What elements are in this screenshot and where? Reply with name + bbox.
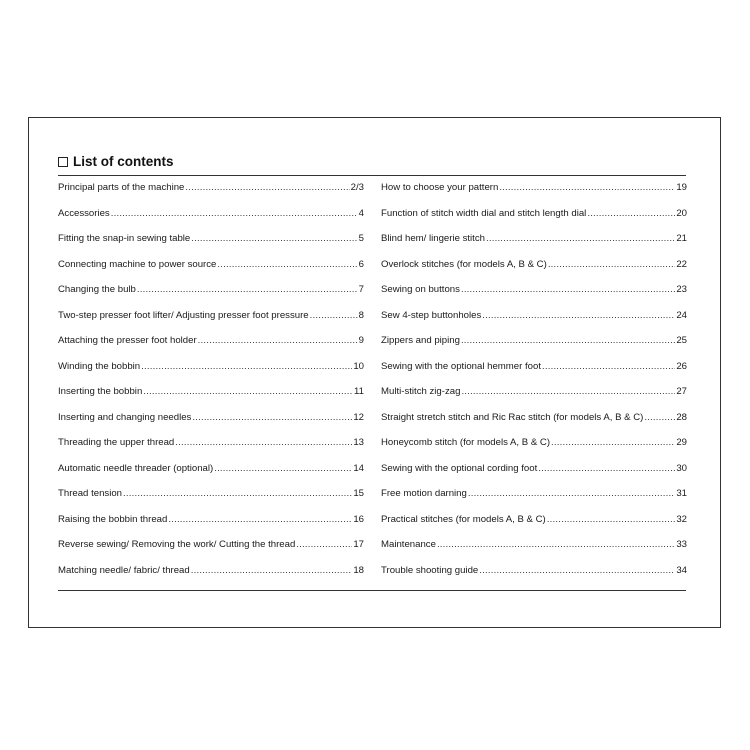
toc-entry-title: Function of stitch width dial and stitch length dial	[381, 207, 587, 219]
toc-entry-title: Thread tension	[58, 488, 122, 499]
toc-entry[interactable]	[381, 538, 687, 564]
toc-leader-dots	[542, 360, 675, 373]
toc-entry[interactable]	[58, 232, 364, 258]
checkbox-icon	[58, 157, 68, 167]
toc-entry[interactable]	[381, 207, 687, 233]
toc-entry[interactable]	[58, 181, 364, 207]
contents-column-left	[58, 181, 364, 589]
toc-entry-page: 30	[676, 462, 687, 474]
toc-entry-page: 24	[676, 309, 687, 321]
toc-entry[interactable]	[381, 360, 687, 386]
toc-leader-dots	[137, 283, 358, 296]
toc-leader-dots	[310, 309, 358, 322]
toc-entry[interactable]	[58, 207, 364, 233]
toc-entry-page: 11	[354, 386, 364, 397]
toc-entry[interactable]	[58, 513, 364, 539]
contents-title: List of contents	[73, 154, 174, 169]
bottom-divider	[58, 590, 686, 591]
toc-leader-dots	[175, 436, 352, 449]
toc-entry-title: Winding the bobbin	[58, 360, 141, 372]
toc-entry-page: 33	[676, 539, 687, 550]
toc-entry[interactable]	[58, 462, 364, 488]
toc-entry-title: Trouble shooting guide	[381, 564, 479, 576]
toc-entry[interactable]	[58, 283, 364, 309]
toc-entry-page: 14	[353, 462, 364, 474]
toc-leader-dots	[479, 564, 675, 577]
toc-entry-page: 34	[676, 564, 687, 576]
toc-entry[interactable]	[381, 258, 687, 284]
toc-leader-dots	[644, 411, 675, 424]
toc-entry[interactable]	[381, 462, 687, 488]
toc-leader-dots	[547, 513, 676, 526]
toc-entry[interactable]	[58, 360, 364, 386]
toc-entry-title: Inserting the bobbin	[58, 386, 143, 397]
toc-entry[interactable]	[381, 309, 687, 335]
toc-entry-title: Sewing on buttons	[381, 284, 460, 295]
toc-entry-title: Principal parts of the machine	[58, 182, 185, 193]
toc-leader-dots	[437, 538, 675, 551]
toc-entry[interactable]	[381, 385, 687, 411]
toc-entry[interactable]	[381, 334, 687, 360]
toc-leader-dots	[548, 258, 676, 271]
toc-leader-dots	[123, 487, 352, 500]
toc-entry[interactable]	[381, 411, 687, 437]
toc-entry-title: Sewing with the optional hemmer foot	[381, 360, 541, 372]
toc-entry-title: Accessories	[58, 207, 110, 219]
toc-entry-title: Raising the bobbin thread	[58, 513, 168, 525]
toc-leader-dots	[191, 564, 353, 577]
toc-entry-title: Two-step presser foot lifter/ Adjusting presser foot pressure	[58, 309, 309, 321]
toc-leader-dots	[587, 207, 675, 220]
toc-entry[interactable]	[381, 232, 687, 258]
toc-entry[interactable]	[58, 487, 364, 513]
toc-entry-title: Maintenance	[381, 539, 436, 550]
toc-entry-page: 2/3	[350, 182, 364, 193]
toc-entry-page: 5	[358, 233, 364, 244]
toc-leader-dots	[486, 232, 675, 245]
toc-entry-page: 18	[353, 564, 364, 576]
toc-leader-dots	[538, 462, 675, 475]
toc-leader-dots	[198, 334, 358, 347]
contents-heading	[58, 154, 174, 169]
toc-entry[interactable]	[58, 538, 364, 564]
toc-entry[interactable]	[58, 309, 364, 335]
toc-entry-page: 23	[676, 284, 687, 295]
toc-entry-page: 16	[353, 513, 364, 525]
toc-leader-dots	[461, 334, 675, 347]
toc-leader-dots	[192, 411, 352, 424]
toc-leader-dots	[461, 385, 675, 398]
toc-leader-dots	[191, 232, 357, 245]
toc-entry-title: Automatic needle threader (optional)	[58, 462, 214, 474]
toc-entry[interactable]	[381, 564, 687, 590]
toc-entry-title: Fitting the snap-in sewing table	[58, 233, 191, 244]
toc-leader-dots	[185, 181, 349, 194]
toc-entry-title: Blind hem/ lingerie stitch	[381, 233, 485, 244]
toc-entry[interactable]	[58, 334, 364, 360]
toc-entry-title: Reverse sewing/ Removing the work/ Cutting the thread	[58, 539, 296, 550]
heading-divider	[58, 175, 686, 176]
toc-entry-title: Matching needle/ fabric/ thread	[58, 564, 190, 576]
toc-entry[interactable]	[58, 411, 364, 437]
toc-entry-page: 27	[676, 386, 687, 397]
toc-entry-page: 31	[676, 488, 687, 499]
toc-entry[interactable]	[58, 385, 364, 411]
contents-column-right	[381, 181, 687, 589]
toc-entry-title: Inserting and changing needles	[58, 411, 192, 423]
toc-entry-page: 32	[676, 513, 687, 525]
toc-leader-dots	[499, 181, 675, 194]
toc-leader-dots	[217, 258, 357, 271]
toc-entry-title: Overlock stitches (for models A, B & C)	[381, 258, 547, 270]
toc-leader-dots	[143, 385, 353, 398]
toc-entry[interactable]	[381, 181, 687, 207]
toc-entry-title: Straight stretch stitch and Ric Rac stitch (for models A, B & C)	[381, 411, 644, 423]
toc-entry-page: 7	[358, 284, 364, 295]
toc-entry-page: 15	[353, 488, 364, 499]
toc-leader-dots	[296, 538, 352, 551]
toc-entry-page: 6	[358, 258, 364, 270]
toc-leader-dots	[551, 436, 675, 449]
toc-entry-page: 22	[676, 258, 687, 270]
toc-entry-page: 13	[353, 437, 364, 448]
toc-entry[interactable]	[381, 513, 687, 539]
toc-entry[interactable]	[381, 436, 687, 462]
toc-entry-page: 8	[358, 309, 364, 321]
toc-entry-page: 4	[358, 207, 364, 219]
toc-entry-page: 29	[676, 437, 687, 448]
toc-leader-dots	[461, 283, 675, 296]
toc-entry[interactable]	[58, 436, 364, 462]
toc-leader-dots	[111, 207, 358, 220]
toc-leader-dots	[482, 309, 675, 322]
toc-leader-dots	[468, 487, 675, 500]
toc-entry-title: Multi-stitch zig-zag	[381, 386, 461, 397]
toc-leader-dots	[141, 360, 352, 373]
toc-entry-title: Sewing with the optional cording foot	[381, 462, 538, 474]
toc-entry-title: Zippers and piping	[381, 335, 460, 346]
toc-entry[interactable]	[381, 487, 687, 513]
toc-entry[interactable]	[58, 258, 364, 284]
toc-entry[interactable]	[58, 564, 364, 590]
toc-entry-title: Free motion darning	[381, 488, 467, 499]
toc-entry-page: 26	[676, 360, 687, 372]
toc-entry-page: 12	[353, 411, 364, 423]
toc-leader-dots	[214, 462, 352, 475]
toc-entry-page: 19	[676, 182, 687, 193]
toc-entry-page: 9	[358, 335, 364, 346]
toc-entry-title: How to choose your pattern	[381, 182, 499, 193]
toc-entry-page: 10	[353, 360, 364, 372]
toc-entry[interactable]	[381, 283, 687, 309]
toc-entry-title: Attaching the presser foot holder	[58, 335, 197, 346]
toc-entry-title: Sew 4-step buttonholes	[381, 309, 482, 321]
toc-entry-page: 28	[676, 411, 687, 423]
toc-entry-page: 25	[676, 335, 687, 346]
toc-entry-title: Threading the upper thread	[58, 437, 175, 448]
toc-leader-dots	[168, 513, 352, 526]
toc-entry-title: Changing the bulb	[58, 284, 136, 295]
toc-entry-title: Practical stitches (for models A, B & C)	[381, 513, 546, 525]
toc-entry-page: 21	[676, 233, 687, 244]
toc-entry-title: Honeycomb stitch (for models A, B & C)	[381, 437, 551, 448]
toc-entry-title: Connecting machine to power source	[58, 258, 217, 270]
toc-entry-page: 17	[353, 539, 364, 550]
toc-entry-page: 20	[676, 207, 687, 219]
